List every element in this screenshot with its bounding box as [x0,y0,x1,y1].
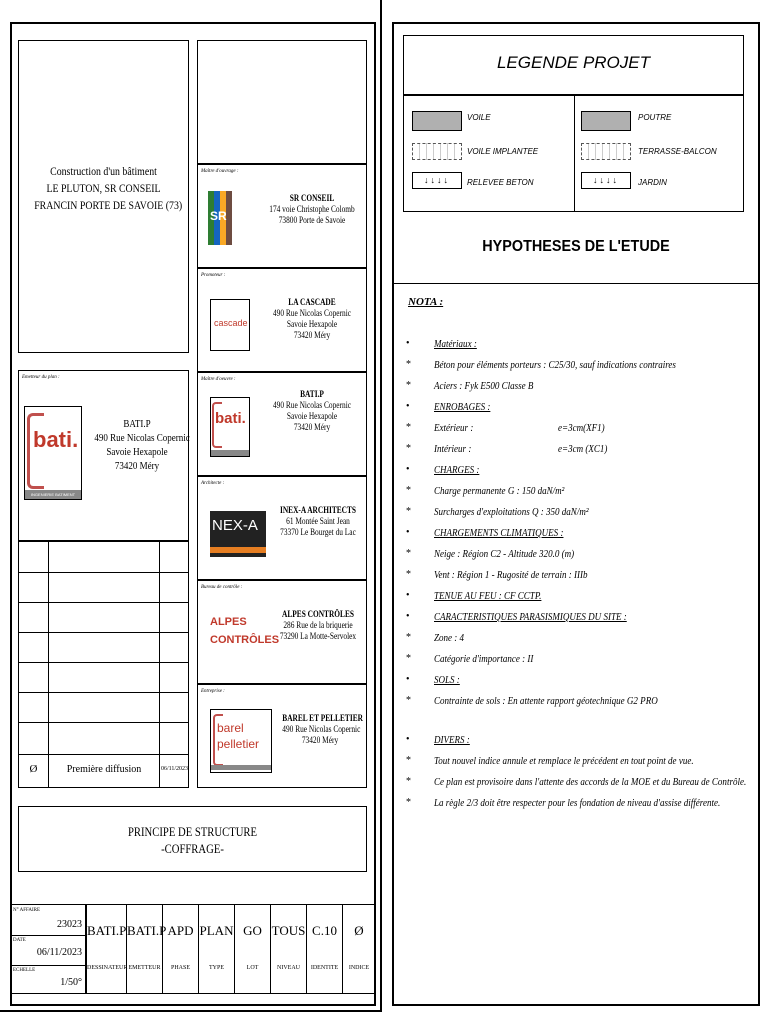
legend-poutre: POUTRE [638,113,672,122]
code-cell-emetteur [126,905,167,993]
hyp-line-feu: TENUE AU FEU : CF CCTP. [434,590,542,602]
hyp-line-provisoire: Ce plan est provisoire dans l'attente des accords de la MOE et du Bureau de Contrôle. [434,776,747,788]
legend-box [403,95,744,212]
revision-table [18,541,189,788]
code-cell-lot [234,905,270,993]
hyp-line-vent: Vent : Région 1 - Rugosité de terrain : IIIb [434,569,588,581]
inexa-logo-text: NEX-A [212,517,258,534]
hyp-line-interieur-value: e=3cm (XC1) [558,443,608,455]
code-label-dessinateur: DESSINATEUR [87,965,128,971]
stakeholder-entreprise [197,684,367,788]
hyp-line-beton: Béton pour éléments porteurs : C25/30, sauf indications contraires [434,359,676,371]
stakeholder-controle-name: ALPES CONTRÔLES [282,609,354,619]
emitter-line-4: 73420 Méry [114,460,160,472]
code-cell-dessinateur [86,905,126,993]
voile-implantee-swatch [412,143,462,160]
code-label-type: TYPE [209,965,224,971]
code-cell-phase [162,905,198,993]
voile-swatch [412,111,462,131]
code-value-identite: C.10 [312,923,337,938]
emitter-logo-text: bati. [33,427,79,452]
stakeholder-architecte-role: Architecte : [201,481,225,486]
code-label-indice: INDICE [348,965,370,971]
code-value-emetteur: BATI.P [127,923,167,938]
alpes-logo-text: ALPES CONTRÔLES [210,616,280,646]
project-title-line-1: Construction d'un bâtiment [50,164,157,178]
hyp-bullet-20: * [406,755,411,766]
stakeholder-controle [197,580,367,684]
hyp-bullet-11: * [406,569,411,580]
stakeholder-header-box [197,40,367,164]
legend-title: LEGENDE PROJET [496,53,651,72]
hyp-bullet-8: * [406,506,411,517]
revision-date: 06/11/2023 [160,766,189,772]
stakeholder-promoteur-line-1: 490 Rue Nicolas Copernic [272,308,352,318]
legend-title-box [403,35,744,95]
stakeholder-mo-name: SR CONSEIL [289,193,335,203]
stakeholder-entreprise-line-2: 73420 Méry [301,735,339,745]
project-box [18,40,189,353]
relevee-beton-swatch: ↓↓↓↓ [412,172,462,189]
code-label-phase: PHASE [170,965,190,971]
hyp-bullet-15: * [406,653,411,664]
stakeholder-architecte-line-1: 61 Montée Saint Jean [286,516,350,526]
stakeholder-controle-line-2: 73290 La Motte-Servolex [279,631,357,641]
barel-pelletier-logo [210,709,272,773]
stakeholder-entreprise-name: BAREL ET PELLETIER [282,713,363,723]
stakeholder-entreprise-line-1: 490 Rue Nicolas Copernic [282,724,361,734]
stakeholder-moe-line-2: Savoie Hexapole [286,411,338,421]
stakeholder-controle-role: Bureau de contrôle : [201,585,243,590]
hyp-bullet-7: * [406,485,411,496]
hyp-bullet-6: • [406,464,410,475]
hyp-line-interieur: Intérieur : [434,443,472,455]
hyp-bullet-21: * [406,776,411,787]
alpes-controles-logo [210,613,280,659]
hyp-bullet-9: • [406,527,410,538]
hyp-line-climatiques: CHARGEMENTS CLIMATIQUES : [434,527,564,539]
stakeholder-architecte-name: INEX-A ARCHITECTS [279,505,357,515]
emitter-name: BATI.P [123,418,151,430]
code-value-niveau: TOUS [271,923,306,938]
date-label: DATE [13,938,26,943]
stakeholder-mo [197,164,367,268]
emitter-line-3: Savoie Hexapole [106,446,168,458]
code-cell-indice [342,905,376,993]
cascade-logo-text: cascade [214,318,248,328]
code-cell-niveau [270,905,306,993]
emitter-line-2: 490 Rue Nicolas Copernic [94,432,190,444]
stakeholder-promoteur-line-2: Savoie Hexapole [286,319,338,329]
affaire-label: N° AFFAIRE [13,908,41,913]
code-cell-type [198,905,234,993]
legend-relevee-beton: RELEVEE BETON [467,178,534,187]
cascade-logo [210,299,250,351]
drawing-title-line-1: PRINCIPE DE STRUCTURE [127,824,258,839]
project-title-line-3: FRANCIN PORTE DE SAVOIE (73) [34,198,183,212]
hyp-bullet-12: • [406,590,410,601]
code-label-emetteur: EMETTEUR [128,965,161,971]
hyp-bullet-10: * [406,548,411,559]
hyp-line-divers: DIVERS : [434,734,470,746]
stakeholder-promoteur-role: Promoteur : [201,273,226,278]
hyp-bullet-13: • [406,611,410,622]
emitter-logo [24,406,82,500]
emitter-box [18,370,189,541]
hyp-line-sols: SOLS : [434,674,460,686]
hypotheses-list [406,338,756,818]
hyp-line-enrobages: ENROBAGES : [434,401,491,413]
meta-block [10,904,86,994]
stakeholder-architecte [197,476,367,580]
emitter-label: Emetteur du plan : [22,375,60,380]
code-label-lot: LOT [246,965,259,971]
legend-jardin: JARDIN [638,178,667,187]
stakeholder-moe [197,372,367,476]
hyp-line-materiaux: Matériaux : [434,338,477,350]
hyp-bullet-16: • [406,674,410,685]
code-value-indice: Ø [354,923,364,938]
date-value: 06/11/2023 [36,947,82,958]
stakeholder-mo-line-1: 174 voie Christophe Colomb [269,204,355,214]
echelle-label: ECHELLE [13,968,36,973]
hyp-line-categorie: Catégorie d'importance : II [434,653,534,665]
hyp-line-aciers: Aciers : Fyk E500 Classe B [434,380,534,392]
legend-voile-implantee: VOILE IMPLANTEE [467,147,539,156]
hyp-bullet-0: • [406,338,410,349]
poutre-swatch [581,111,631,131]
hyp-line-charge-permanente: Charge permanente G : 150 daN/m² [434,485,565,497]
hyp-line-parasismiques: CARACTERISTIQUES PARASISMIQUES DU SITE : [434,611,627,623]
hypotheses-title: HYPOTHESES DE L'ETUDE [482,238,670,255]
stakeholder-promoteur-name: LA CASCADE [288,297,336,307]
jardin-swatch: ↓↓↓↓ [581,172,631,189]
affaire-value: 23023 [57,919,82,930]
stakeholder-moe-line-1: 490 Rue Nicolas Copernic [272,400,352,410]
hyp-bullet-1: * [406,359,411,370]
code-value-phase: APD [167,923,194,938]
stakeholder-mo-line-2: 73800 Porte de Savoie [278,215,346,225]
legend-voile: VOILE [467,113,491,122]
hyp-line-neige: Neige : Région C2 - Altitude 320.0 (m) [434,548,575,560]
legend-terrasse-balcon: TERRASSE-BALCON [638,147,717,156]
code-cell-identite [306,905,342,993]
hyp-line-indice: Tout nouvel indice annule et remplace le précédent en tout point de vue. [434,755,694,767]
stakeholder-controle-line-1: 286 Rue de la briquerie [283,620,353,630]
code-label-identite: IDENTITE [310,965,339,971]
inexa-logo [210,511,266,557]
drawing-title-line-2: -COFFRAGE- [161,841,224,856]
stakeholder-entreprise-role: Entreprise : [201,689,225,694]
sr-conseil-logo-text: SR [210,209,227,223]
code-value-lot: GO [243,923,262,938]
stakeholder-architecte-line-2: 73370 Le Bourget du Lac [280,527,356,537]
hyp-line-exterieur: Extérieur : [434,422,474,434]
code-value-type: PLAN [199,923,234,938]
hyp-line-charges: CHARGES : [434,464,480,476]
barel-logo-text: barel pelletier [217,721,260,751]
stakeholder-moe-name: BATI.P [300,389,324,399]
hyp-bullet-3: • [406,401,410,412]
hyp-bullet-5: * [406,443,411,454]
bati-moe-logo-text: bati. [215,410,246,427]
bati-moe-logo [210,397,250,457]
echelle-value: 1/50° [60,977,82,988]
hyp-line-exterieur-value: e=3cm(XF1) [558,422,605,434]
code-strip [86,904,376,994]
hyp-line-surcharges: Surcharges d'exploitations Q : 350 daN/m² [434,506,589,518]
hyp-line-contrainte: Contrainte de sols : En attente rapport géotechnique G2 PRO [434,695,658,707]
stakeholder-promoteur [197,268,367,372]
hyp-bullet-4: * [406,422,411,433]
revision-label: Première diffusion [66,764,142,775]
revision-index: Ø [29,763,38,775]
code-label-niveau: NIVEAU [277,965,300,971]
hyp-bullet-2: * [406,380,411,391]
nota-label: NOTA : [408,296,444,308]
stakeholder-mo-role: Maître d'ouvrage : [201,169,239,174]
hyp-bullet-17: * [406,695,411,706]
drawing-title-box [18,806,367,872]
stakeholder-moe-role: Maître d'oeuvre : [201,377,236,382]
emitter-logo-sub: INGENIERIE BATIMENT [25,490,81,499]
hyp-line-regle: La règle 2/3 doit être respecter pour les fondation de niveau d'assise différente. [434,797,721,809]
hyp-bullet-19: • [406,734,410,745]
terrasse-balcon-swatch [581,143,631,160]
hypotheses-title-box [392,220,760,284]
hyp-bullet-22: * [406,797,411,808]
hyp-bullet-14: * [406,632,411,643]
hyp-line-zone: Zone : 4 [434,632,465,644]
code-value-dessinateur: BATI.P [87,923,127,938]
stakeholder-promoteur-line-3: 73420 Méry [293,330,331,340]
project-title-line-2: LE PLUTON, SR CONSEIL [46,181,161,195]
sr-conseil-logo [208,191,236,245]
stakeholder-moe-line-3: 73420 Méry [293,422,331,432]
